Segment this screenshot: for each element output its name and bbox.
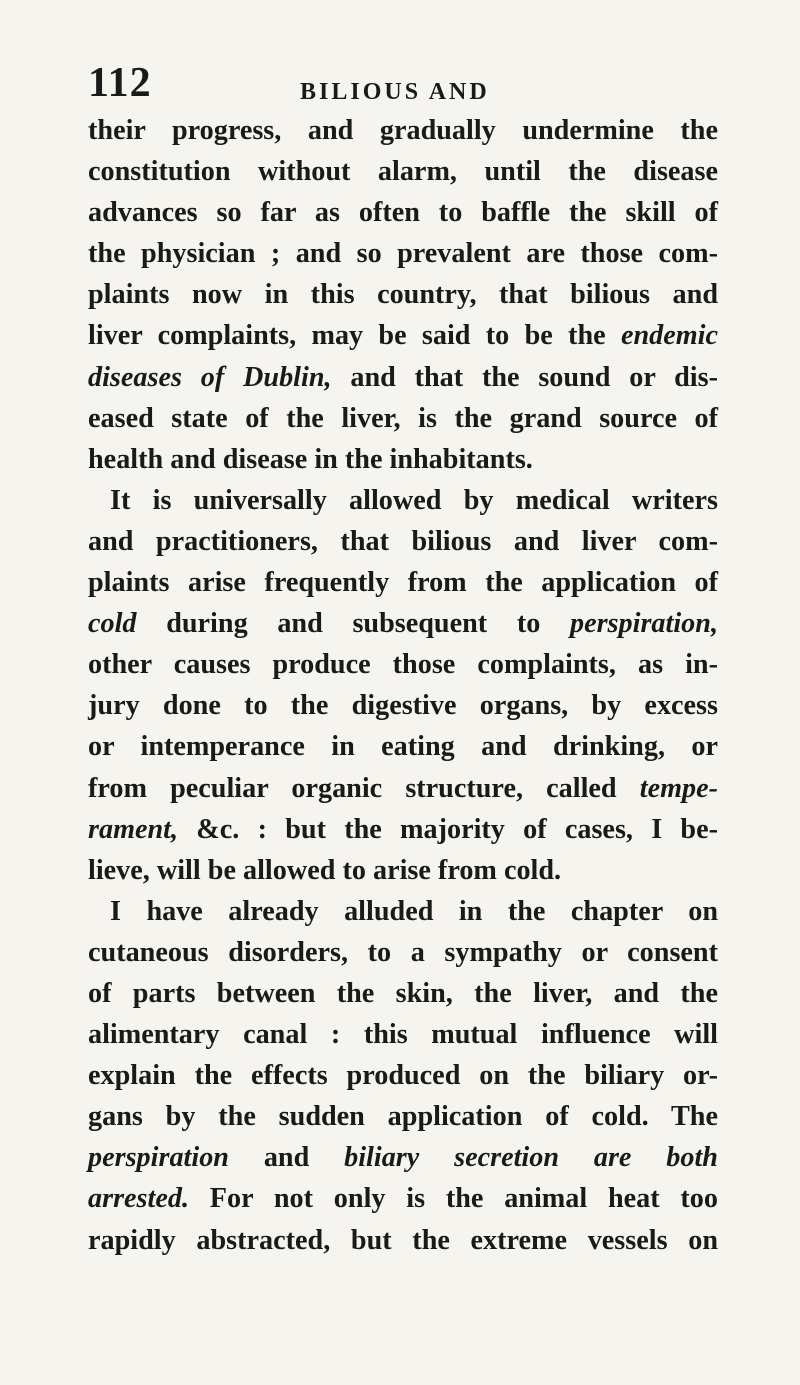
text-line <box>88 480 718 521</box>
text-segment: and practitioners, that bilious and liver com- <box>88 525 718 557</box>
text-line <box>88 973 718 1014</box>
text-line <box>88 603 718 644</box>
italic-text: biliary secretion are both <box>344 1142 718 1174</box>
italic-text: rament, <box>88 813 179 845</box>
text-line <box>88 1137 718 1178</box>
text-line <box>88 357 718 398</box>
text-line <box>88 151 718 192</box>
text-line <box>88 768 718 809</box>
text-line <box>88 726 718 767</box>
text-line <box>88 110 718 151</box>
text-line <box>88 685 718 726</box>
text-line <box>88 1220 718 1261</box>
text-line <box>88 192 718 233</box>
italic-text: diseases of Dublin, <box>88 361 332 393</box>
text-segment: their progress, and gradually undermine the <box>88 115 718 146</box>
italic-text: endemic <box>620 320 718 352</box>
text-segment: other causes produce those complaints, as in- <box>88 649 718 681</box>
text-line <box>88 932 718 973</box>
text-segment: lieve, will be allowed to arise from cold. <box>88 854 562 886</box>
text-segment: constitution without alarm, until the disease <box>88 156 718 188</box>
text-segment: jury done to the digestive organs, by excess <box>88 690 718 722</box>
text-segment: from peculiar organic structure, called <box>88 772 640 804</box>
italic-text: perspiration <box>88 1142 229 1174</box>
text-segment: liver complaints, may be said to be the <box>88 320 621 352</box>
text-line <box>88 233 718 274</box>
text-segment: explain the effects produced on the biliary or- <box>88 1060 718 1092</box>
text-line <box>88 315 718 356</box>
text-line <box>88 850 718 891</box>
text-line <box>88 1178 718 1219</box>
italic-text: tempe- <box>639 772 718 804</box>
text-segment: For not only is the animal heat too <box>189 1183 718 1215</box>
text-segment: and <box>228 1142 345 1174</box>
text-segment: cutaneous disorders, to a sympathy or consent <box>88 936 718 968</box>
italic-text: cold <box>88 608 137 640</box>
text-segment: It is universally allowed by medical writers <box>110 484 718 516</box>
text-line <box>88 1014 718 1055</box>
text-segment: health and disease in the inhabitants. <box>88 443 533 475</box>
text-segment: and that the sound or dis- <box>331 361 718 393</box>
text-segment: or intemperance in eating and drinking, or <box>88 731 718 763</box>
text-segment: I have already alluded in the chapter on <box>110 895 718 927</box>
text-line <box>88 1096 718 1137</box>
text-line <box>88 809 718 850</box>
page-number: 112 <box>88 60 152 106</box>
text-segment: &c. : but the majority of cases, I be- <box>178 813 718 845</box>
text-segment: eased state of the liver, is the grand source of <box>88 402 718 434</box>
text-segment: of parts between the skin, the liver, and the <box>88 977 718 1009</box>
text-line <box>88 398 718 439</box>
text-segment: the physician ; and so prevalent are those com- <box>88 238 718 270</box>
text-segment: advances so far as often to baffle the skill of <box>88 197 718 229</box>
text-line <box>88 274 718 315</box>
text-segment: alimentary canal : this mutual influence will <box>88 1019 718 1051</box>
text-line <box>88 521 718 562</box>
text-line <box>88 439 718 480</box>
text-line <box>88 1055 718 1096</box>
text-segment: gans by the sudden application of cold. The <box>88 1101 718 1133</box>
text-segment: plaints arise frequently from the application of <box>88 567 718 599</box>
italic-text: perspiration, <box>569 608 718 640</box>
text-segment: rapidly abstracted, but the extreme vessels on <box>88 1224 718 1256</box>
body-text <box>88 110 718 1261</box>
text-line <box>88 644 718 685</box>
text-line <box>88 562 718 603</box>
italic-text: arrested. <box>88 1183 189 1215</box>
running-title: BILIOUS AND <box>300 79 490 105</box>
text-segment: during and subsequent to <box>136 608 570 640</box>
text-line <box>88 891 718 932</box>
text-segment: plaints now in this country, that bilious and <box>88 279 718 311</box>
